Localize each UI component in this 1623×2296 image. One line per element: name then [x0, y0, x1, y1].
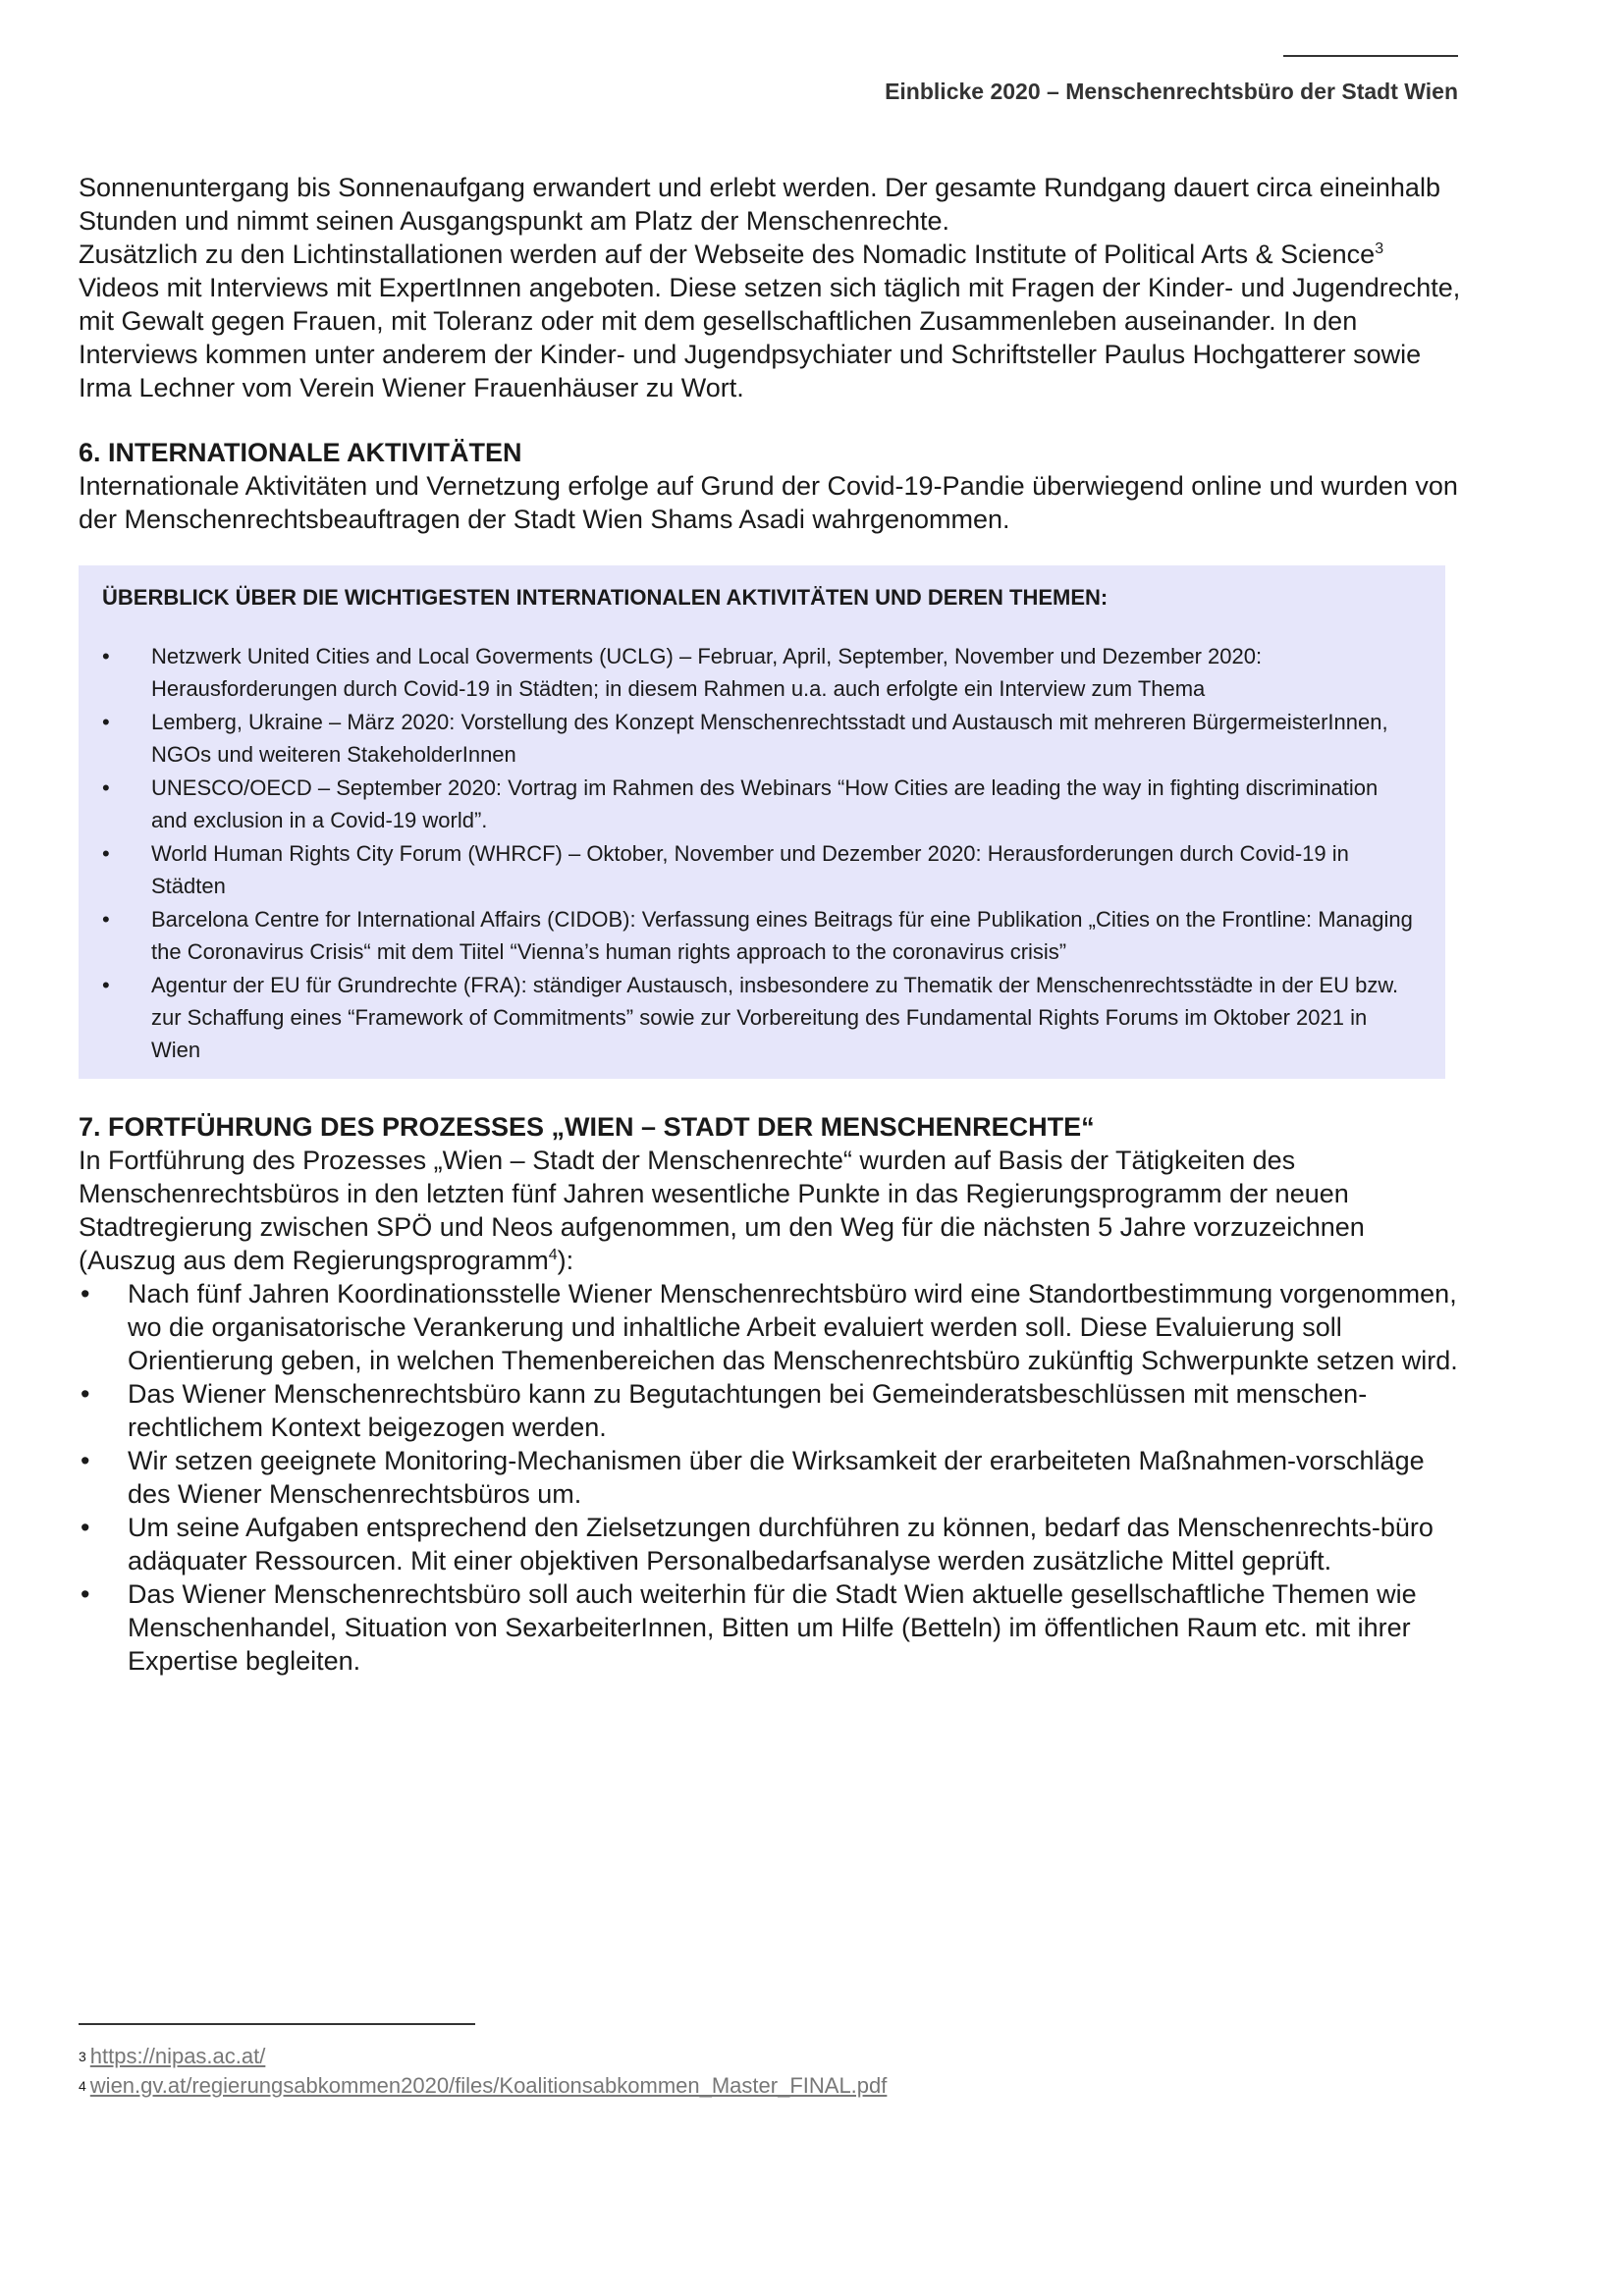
bullet-icon: • [102, 644, 110, 668]
list-item: • Wir setzen geeignete Monitoring-Mechanismen über die Wirksamkeit der erarbeiteten Maßnahmen-vorschläge des Wiener Menschenrechtsbüros um. [81, 1446, 1425, 1509]
section-6-title: 6. INTERNATIONALE AKTIVITÄTEN [79, 438, 522, 467]
footnote-3: $^3$ https://nipas.ac.at/ [79, 2044, 266, 2068]
government-program-list [79, 1277, 1463, 1678]
section-7-text: In Fortführung des Prozesses „Wien – Stadt der Menschenrechte“ wurden auf Basis der Tätigkeiten des Menschenrechtsbüros in den letzten fünf Jahren wesentliche Punkte in das Regierungsprogramm der neuen Stadtregierung zwischen SPÖ und Neos aufgenommen, um den Weg für die nächsten 5 Jahre vorzuzeichnen (Auszug aus dem Regierungsprogramm$^4$): [79, 1146, 1365, 1275]
footnote-ref-3[interactable]: 3 [1375, 240, 1384, 257]
list-item: • Das Wiener Menschenrechtsbüro soll auch weiterhin für die Stadt Wien aktuelle gesellschaftliche Themen wie Menschenhandel, Situation von SexarbeiterInnen, Bitten um Hilfe (Betteln) im öffentlichen Raum etc. mit ihrer Expertise begleiten. [81, 1579, 1417, 1676]
list-item: • Lemberg, Ukraine – März 2020: Vorstellung des Konzept Menschenrechtsstadt und Austausch mit mehreren BürgermeisterInnen, NGOs und weiteren StakeholderInnen [79, 706, 1445, 771]
list-item: • UNESCO/OECD – September 2020: Vortrag im Rahmen des Webinars “How Cities are leading the way in fighting discrimination and exclusion in a Covid-19 world”. [79, 772, 1445, 836]
list-item: • Nach fünf Jahren Koordinationsstelle Wiener Menschenrechtsbüro wird eine Standortbestimmung vorgenommen, wo die organisatorische Verankerung und inhaltliche Arbeit evaluiert werden soll. Diese Evaluierung soll Orientierung geben, in welchen Themenbereichen das Menschenrechtsbüro zukünftig Schwerpunkte setzen wird. [81, 1279, 1458, 1375]
overview-list [79, 640, 1445, 1066]
list-item: • Um seine Aufgaben entsprechend den Zielsetzungen durchführen zu können, bedarf das Menschenrechts-büro adäquater Ressourcen. Mit einer objektiven Personalbedarfsanalyse werden zusätzliche Mittel geprüft. [81, 1513, 1434, 1575]
bullet-icon: • [81, 1579, 90, 1609]
list-item: • Barcelona Centre for International Affairs (CIDOB): Verfassung eines Beitrags für eine Publikation „Cities on the Frontline: Managing the Coronavirus Crisis“ mit dem Tiitel “Vienna’s human rights approach to the coronavirus crisis” [79, 903, 1445, 968]
page-content [79, 171, 1463, 1678]
bullet-icon: • [81, 1513, 90, 1542]
footnote-rule [79, 2023, 475, 2025]
section-6-text: Internationale Aktivitäten und Vernetzung erfolge auf Grund der Covid-19-Pandie überwiegend online und wurden von der Menschenrechtsbeauftragen der Stadt Wien Shams Asadi wahrgenommen. [79, 471, 1458, 534]
intro-paragraph-1: Sonnenuntergang bis Sonnenaufgang erwandert und erlebt werden. Der gesamte Rundgang dauert circa eineinhalb Stunden und nimmt seinen Ausgangspunkt am Platz der Menschenrechte. [79, 173, 1440, 236]
page-header: Einblicke 2020 – Menschenrechtsbüro der Stadt Wien [885, 79, 1458, 104]
bullet-icon: • [102, 907, 110, 932]
list-item: • Das Wiener Menschenrechtsbüro kann zu Begutachtungen bei Gemeinderatsbeschlüssen mit menschen-rechtlichem Kontext beigezogen werden. [81, 1379, 1368, 1442]
header-rule [1283, 55, 1458, 57]
footnote-4: $^4$ wien.gv.at/regierungsabkommen2020/files/Koalitionsabkommen_Master_FINAL.pdf [79, 2073, 888, 2098]
overview-box [79, 565, 1445, 1079]
bullet-icon: • [102, 973, 110, 997]
footnote-ref-4[interactable]: 4 [548, 1247, 558, 1263]
bullet-icon: • [81, 1279, 90, 1308]
section-7-title: 7. FORTFÜHRUNG DES PROZESSES „WIEN – STADT DER MENSCHENRECHTE“ [79, 1112, 1095, 1142]
footnotes [79, 2042, 887, 2101]
footnote-3-link[interactable]: https://nipas.ac.at/ [89, 2044, 266, 2068]
overview-box-title: ÜBERBLICK ÜBER DIE WICHTIGESTEN INTERNATIONALEN AKTIVITÄTEN UND DEREN THEMEN: [102, 585, 1109, 610]
bullet-icon: • [102, 841, 110, 866]
bullet-icon: • [81, 1446, 90, 1475]
list-item: • Agentur der EU für Grundrechte (FRA): ständiger Austausch, insbesondere zu Thematik der Menschenrechtsstädte in der EU bzw. zur Schaffung eines “Framework of Commitments” sowie zur Vorbereitung des Fundamental Rights Forums im Oktober 2021 in Wien [79, 969, 1445, 1066]
list-item: • Netzwerk United Cities and Local Goverments (UCLG) – Februar, April, September, November und Dezember 2020: Herausforderungen durch Covid-19 in Städten; in diesem Rahmen u.a. auch erfolgte ein Interview zum Thema [79, 640, 1445, 705]
list-item: • World Human Rights City Forum (WHRCF) – Oktober, November und Dezember 2020: Herausforderungen durch Covid-19 in Städten [79, 837, 1445, 902]
bullet-icon: • [81, 1379, 90, 1409]
intro-paragraph-2: Zusätzlich zu den Lichtinstallationen werden auf der Webseite des Nomadic Institute of Political Arts & Science$^3$ Videos mit Interviews mit ExpertInnen angeboten. Diese setzen sich täglich mit Fragen der Kinder- und Jugendrechte, mit Gewalt gegen Frauen, mit Toleranz oder mit dem gesellschaftlichen Zusammenleben auseinander. In den Interviews kommen unter anderem der Kinder- und Jugendpsychiater und Schriftsteller Paulus Hochgatterer sowie Irma Lechner vom Verein Wiener Frauenhäuser zu Wort. [79, 240, 1461, 402]
footnote-4-link[interactable]: wien.gv.at/regierungsabkommen2020/files/Koalitionsabkommen_Master_FINAL.pdf [89, 2073, 888, 2098]
bullet-icon: • [102, 775, 110, 800]
bullet-icon: • [102, 710, 110, 734]
